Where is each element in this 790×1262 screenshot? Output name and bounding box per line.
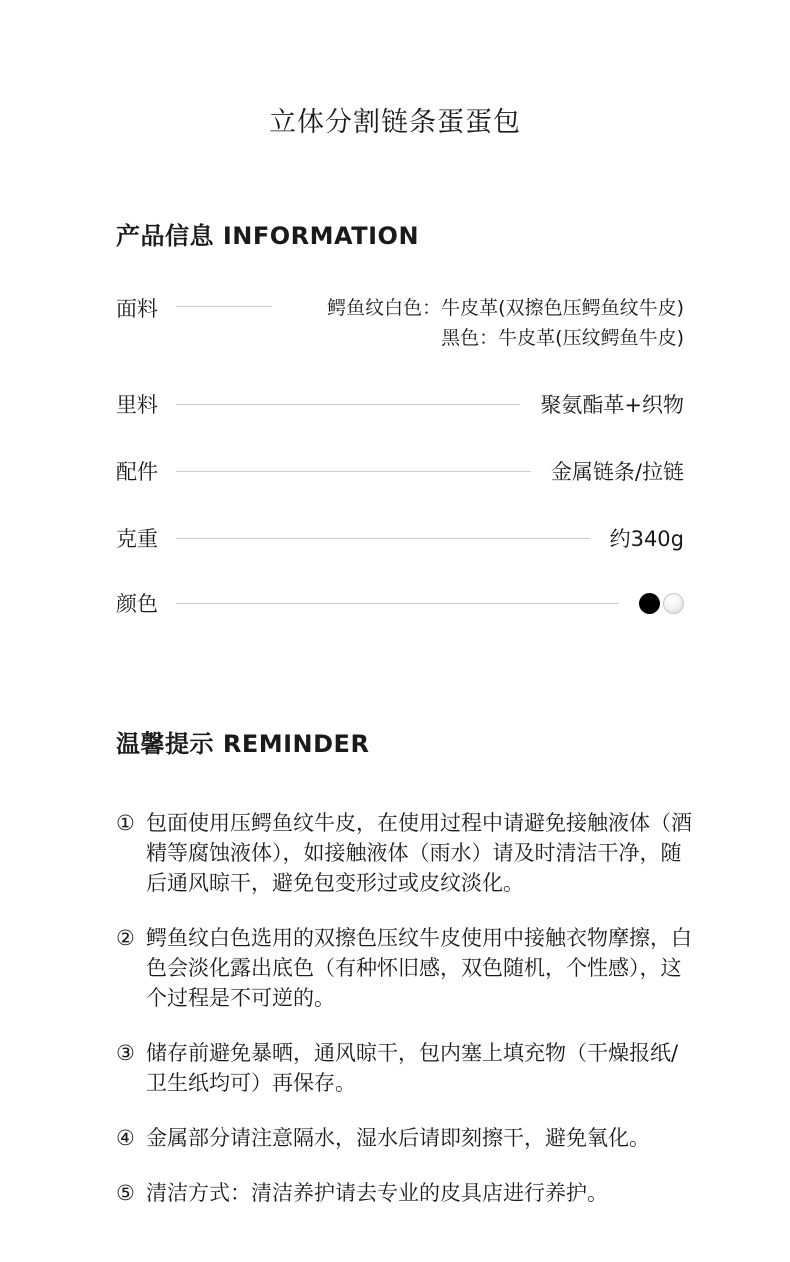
weight-value: 约340g [609,527,684,551]
reminder-list [116,808,692,1233]
fabric-value-line1: 鳄鱼纹白色：牛皮革(双擦色压鳄鱼纹牛皮) [327,297,684,319]
info-heading: 产品信息 INFORMATION [116,222,420,250]
reminder-text: 鳄鱼纹白色选用的双擦色压纹牛皮使用中接触衣物摩擦，白色会淡化露出底色（有种怀旧感，双色随机，个性感），这个过程是不可逆的。 [146,926,692,1010]
lining-value: 聚氨酯革+织物 [540,393,684,417]
color-label: 颜色 [116,592,158,616]
reminder-text: 金属部分请注意隔水，湿水后请即刻擦干，避免氧化。 [146,1126,650,1150]
reminder-item [116,923,692,1013]
reminder-number: ① [116,811,135,835]
divider-line [176,306,272,307]
reminder-item [116,1038,692,1098]
divider-line [176,404,520,405]
fabric-value-line2: 黑色：牛皮革(压纹鳄鱼牛皮) [441,327,684,349]
accessories-label: 配件 [116,460,158,484]
page-title: 立体分割链条蛋蛋包 [269,107,521,138]
weight-label: 克重 [116,527,158,551]
accessories-value: 金属链条/拉链 [550,460,684,484]
reminder-text: 清洁方式：清洁养护请去专业的皮具店进行养护。 [146,1181,608,1205]
fabric-row [116,293,684,353]
reminder-item [116,1123,692,1153]
reminder-item [116,808,692,898]
reminder-text: 包面使用压鳄鱼纹牛皮，在使用过程中请避免接触液体（酒精等腐蚀液体），如接触液体（雨水）请及时清洁干净，随后通风晾干，避免包变形过或皮纹淡化。 [146,811,692,895]
color-swatches [639,593,684,614]
color-swatch-black[interactable] [639,593,660,614]
color-row [116,588,684,618]
reminder-number: ② [116,926,135,950]
color-swatch-white[interactable] [663,593,684,614]
divider-line [176,538,590,539]
fabric-value [292,293,684,353]
lining-label: 里料 [116,393,158,417]
reminder-number: ⑤ [116,1181,135,1205]
accessories-row [116,456,684,486]
divider-line [176,471,531,472]
fabric-label: 面料 [116,297,158,321]
lining-row [116,389,684,419]
reminder-number: ③ [116,1041,135,1065]
reminder-number: ④ [116,1126,135,1150]
reminder-text: 储存前避免暴晒，通风晾干，包内塞上填充物（干燥报纸/卫生纸均可）再保存。 [146,1041,679,1095]
divider-line [176,603,619,604]
reminder-item [116,1178,692,1208]
weight-row [116,523,684,553]
reminder-heading: 温馨提示 REMINDER [116,730,370,758]
